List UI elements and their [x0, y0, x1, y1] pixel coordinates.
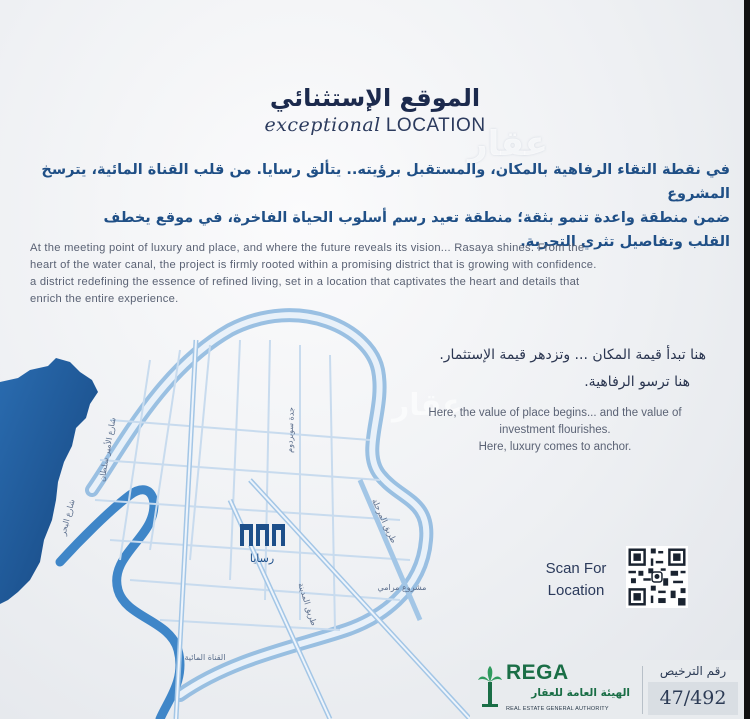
location-qr-code[interactable]: [626, 546, 688, 608]
scan-line-1: Scan For: [545, 560, 607, 577]
water-canal: [60, 490, 180, 719]
rega-license-badge: [470, 660, 744, 719]
rega-brand-arabic: الهيئة العامة للعقار: [531, 687, 630, 699]
intro-arabic-line-3: القلب وتفاصيل تثري التجربة.: [520, 234, 730, 250]
map-label-jeddah-superdome: جدة سوبردوم: [285, 406, 296, 453]
watermark-logo-secondary: عقار: [392, 388, 463, 423]
rega-brand: REGA: [506, 661, 569, 684]
tagline-english-line-1: Here, the value of place begins... and the value of: [428, 407, 682, 419]
map-label-rasaya: رسايا: [249, 552, 275, 565]
tagline-arabic-line-2: هنا ترسو الرفاهية.: [584, 374, 690, 390]
watermark-logo: عقار: [468, 124, 549, 164]
tagline-english-line-3: Here, luxury comes to anchor.: [478, 441, 632, 453]
tagline-english-line-2: investment flourishes.: [499, 424, 611, 436]
map-label-corniche: شارع البحر: [58, 498, 77, 537]
sea-area: [0, 358, 98, 604]
intro-english-line-1: At the meeting point of luxury and place, and where the future reveals its vision... Rasaya shines. From the: [30, 242, 585, 254]
intro-english-line-3: a district redefining the essence of refined living, set in a location that captivates the heart and details that: [30, 276, 580, 288]
tagline-arabic: [366, 342, 726, 396]
page-title-english: [0, 114, 750, 137]
scan-line-2: Location: [547, 582, 605, 599]
license-number: 47/492: [648, 682, 738, 715]
intro-english: [30, 240, 720, 308]
map-label-madina-road: طريق المدينة: [296, 581, 319, 627]
edge-border: [744, 0, 750, 719]
map-label-water-canal: القناة المائية: [184, 653, 226, 662]
rasaya-project-marker[interactable]: [240, 524, 285, 546]
page-title-arabic: الموقع الإستثنائي: [269, 84, 481, 112]
title-script-word: exceptional: [264, 114, 381, 136]
tagline-arabic-line-1: هنا تبدأ قيمة المكان ... وتزدهر قيمة الإستثمار.: [439, 347, 706, 363]
intro-english-line-2: heart of the water canal, the project is firmly rooted within a promising district that is growing with confidence.: [30, 259, 597, 271]
title-caps-word: LOCATION: [385, 115, 486, 136]
rega-palm-icon: [478, 666, 502, 712]
scan-for-location-label: [526, 558, 626, 602]
map-label-amir-sultan: شارع الأمير سلطان: [97, 416, 118, 483]
map-label-project-marami: مشروع مرامي: [377, 583, 427, 592]
intro-english-line-4: enrich the entire experience.: [30, 293, 179, 305]
rega-divider: [642, 666, 643, 714]
rega-brand-english: REAL ESTATE GENERAL AUTHORITY: [506, 706, 609, 712]
tagline-english: [380, 405, 730, 456]
intro-arabic-line-1: في نقطة التقاء الرفاهية بالمكان، والمستقبل برؤيته.. يتألق رسايا. من قلب القناة المائية، يترسخ المشروع: [41, 162, 730, 202]
map-label-marahil-road: طريق المرحلة: [370, 497, 399, 545]
license-label: رقم الترخيص: [659, 664, 727, 678]
intro-arabic-line-2: ضمن منطقة واعدة تنمو بثقة؛ منطقة تعيد رسم أسلوب الحياة الفاخرة، في موقع يخطف: [103, 210, 730, 226]
